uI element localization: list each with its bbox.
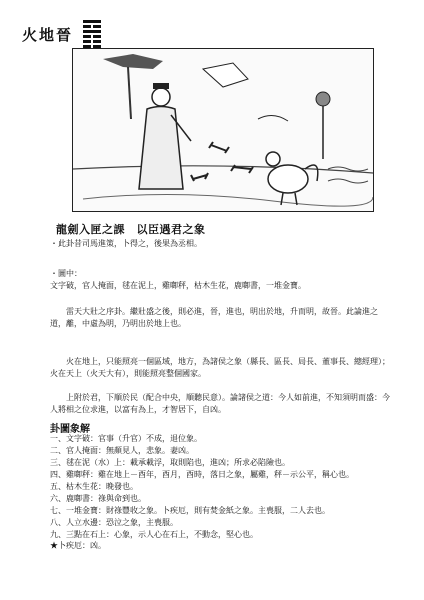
hexagram-line bbox=[83, 30, 101, 33]
commentary-paragraph-2: 火在地上，只能照亮一個區域，地方，為諸侯之象（縣長、區長、局長、董事長、總經理）；火在天上（火天大有），則能照亮整個國家。 bbox=[50, 357, 390, 378]
list-item: 八、人立水邊：恐泣之象，主喪服。 bbox=[50, 518, 178, 527]
explanation-title: 卦圖象解 bbox=[50, 424, 90, 435]
official-head-icon bbox=[152, 88, 170, 106]
list-item: 三、毬在泥（水）上：載承載浮，取則陷也，進凶；所求必陷險也。 bbox=[50, 458, 290, 467]
tree-trunk-icon bbox=[128, 67, 131, 119]
rooster-body-icon bbox=[268, 165, 308, 193]
list-item: 九、三點在石上：心象，示人心在石上，不動念，堅心也。 bbox=[50, 530, 258, 539]
hexagram-line bbox=[83, 20, 101, 23]
treasure-icon bbox=[191, 173, 208, 181]
list-item: 二、官人掩面：無顏見人，悲象。妻凶。 bbox=[50, 446, 194, 455]
page-header bbox=[22, 20, 101, 48]
official-hat-icon bbox=[153, 83, 169, 89]
diagram-heading: ・圖中： bbox=[50, 269, 82, 278]
hexagram-illustration bbox=[72, 48, 374, 212]
list-item: 一、文字破：官事（升官）不成，退位象。 bbox=[50, 434, 202, 443]
list-item: 四、雞啣秤：雞在地上－酉年，酉月，酉時，落日之象，屬雞，秤－示公平，稱心也。 bbox=[50, 470, 354, 479]
commentary-paragraph-1: 雷天大壯之序卦。繼壯盛之後，則必進，晉，進也，明出於地，升而明，故晉。此論進之道，離，中虛為明，乃明出於地上也。 bbox=[50, 307, 378, 328]
commentary-paragraph-3: 上附於君，下順於民（配合中央，順聽民意）。論諸侯之道：今人如前進，不知須明而盛：今人將相之位求進，以富有為上，才智居下，自凶。 bbox=[50, 393, 390, 414]
divination-note: ・此卦昔司馬進策，卜得之，後果為丞相。 bbox=[50, 239, 202, 248]
list-item: 五、枯木生花：晚發也。 bbox=[50, 482, 138, 491]
hexagram-line bbox=[83, 35, 101, 38]
rooster-head-icon bbox=[266, 152, 280, 166]
hexagram-title: 火地晉 bbox=[22, 25, 74, 44]
document-icon bbox=[203, 63, 248, 87]
list-item: 六、鹿啣書：祿與命到也。 bbox=[50, 494, 146, 503]
official-robe-icon bbox=[139, 107, 183, 190]
section-title: 龍劍入匣之課 以臣遇君之象 bbox=[56, 223, 206, 236]
flower-icon bbox=[316, 92, 330, 106]
tree-foliage-icon bbox=[103, 54, 163, 69]
illness-divination-note: ★卜疾厄：凶。 bbox=[50, 541, 106, 550]
ground-line-icon bbox=[83, 194, 373, 206]
hexagram-line bbox=[83, 40, 101, 43]
explanation-list bbox=[50, 433, 390, 541]
hexagram-line bbox=[83, 25, 101, 28]
water-icon bbox=[328, 167, 368, 183]
diagram-description: 文字破，官人掩面，毬在泥上，雞啣秤，枯木生花，鹿啣書，一堆金寶。 bbox=[50, 281, 306, 290]
treasure-icon bbox=[209, 142, 229, 153]
deer-horn-icon bbox=[258, 115, 288, 121]
list-item: 七、一堆金寶：財祿豐收之象。卜疾厄，則有焚金紙之象。主喪服，二人去也。 bbox=[50, 506, 330, 515]
ground-line-icon bbox=[73, 166, 373, 173]
illustration-drawing bbox=[73, 49, 373, 211]
hexagram-icon bbox=[83, 20, 101, 48]
